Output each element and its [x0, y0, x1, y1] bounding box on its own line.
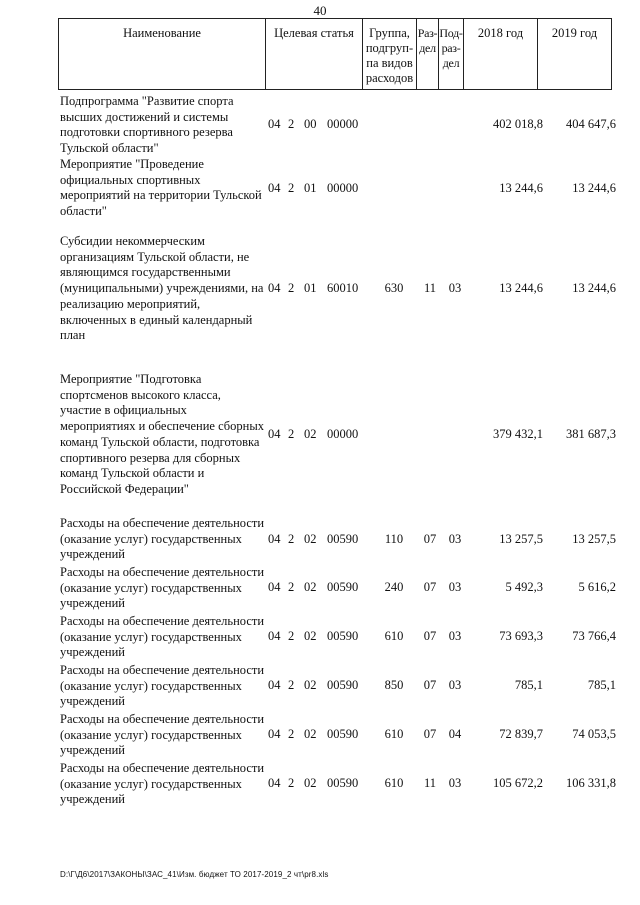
header-group: Группа, подгруп- па видов расходов — [363, 19, 417, 90]
expense-group: 610 — [384, 727, 404, 741]
razdel: 11 — [423, 776, 437, 790]
target-event: 02 — [304, 776, 317, 790]
target-subprogram: 2 — [288, 281, 295, 295]
target-direction: 00590 — [327, 532, 359, 546]
target-event: 02 — [304, 427, 317, 441]
header-name: Наименование — [59, 19, 266, 90]
amount-2019: 106 331,8 — [566, 776, 616, 790]
amount-2019: 13 244,6 — [572, 281, 616, 295]
target-subprogram: 2 — [288, 629, 295, 643]
razdel: 07 — [423, 580, 437, 594]
row-name: Расходы на обеспечение деятельности (оказание услуг) государственных учреждений — [60, 712, 265, 758]
target-direction: 00590 — [327, 678, 359, 692]
amount-2018: 402 018,8 — [493, 117, 543, 131]
row-name: Мероприятие "Проведение официальных спортивных мероприятий на территории Тульской области" — [60, 157, 262, 219]
expense-group: 630 — [384, 281, 404, 295]
target-event: 01 — [304, 181, 317, 195]
row-name: Расходы на обеспечение деятельности (оказание услуг) государственных учреждений — [60, 614, 265, 660]
amount-2019: 73 766,4 — [572, 629, 616, 643]
amount-2018: 13 244,6 — [499, 281, 543, 295]
razdel: 07 — [423, 678, 437, 692]
amount-2019: 404 647,6 — [566, 117, 616, 131]
target-event: 00 — [304, 117, 317, 131]
target-program: 04 — [268, 117, 281, 131]
target-direction: 00590 — [327, 629, 359, 643]
header-target: Целевая статья — [266, 19, 363, 90]
amount-2018: 72 839,7 — [499, 727, 543, 741]
razdel: 07 — [423, 727, 437, 741]
header-podrazdel: Под- раз- дел — [439, 19, 464, 90]
target-event: 02 — [304, 629, 317, 643]
target-program: 04 — [268, 181, 281, 195]
expense-group: 610 — [384, 629, 404, 643]
target-event: 01 — [304, 281, 317, 295]
target-event: 02 — [304, 580, 317, 594]
file-path-footer: D:\Г\Д6\2017\ЗАКОНЫ\ЗАС_41\Изм. бюджет ТО 2017-2019_2 чт\pr8.xls — [60, 870, 329, 879]
target-event: 02 — [304, 727, 317, 741]
target-subprogram: 2 — [288, 117, 295, 131]
target-direction: 00000 — [327, 181, 359, 195]
row-name: Расходы на обеспечение деятельности (оказание услуг) государственных учреждений — [60, 761, 265, 807]
target-direction: 00590 — [327, 776, 359, 790]
target-direction: 00590 — [327, 580, 359, 594]
target-program: 04 — [268, 281, 281, 295]
target-program: 04 — [268, 776, 281, 790]
row-name: Расходы на обеспечение деятельности (оказание услуг) государственных учреждений — [60, 565, 265, 611]
header-year-2018: 2018 год — [464, 19, 538, 90]
target-program: 04 — [268, 678, 281, 692]
row-name: Расходы на обеспечение деятельности (оказание услуг) государственных учреждений — [60, 516, 265, 562]
razdel: 07 — [423, 532, 437, 546]
target-subprogram: 2 — [288, 580, 295, 594]
podrazdel: 03 — [448, 580, 462, 594]
amount-2018: 5 492,3 — [505, 580, 543, 594]
target-subprogram: 2 — [288, 727, 295, 741]
razdel: 11 — [423, 281, 437, 295]
header-razdel: Раз- дел — [417, 19, 439, 90]
row-name: Расходы на обеспечение деятельности (оказание услуг) государственных учреждений — [60, 663, 265, 709]
podrazdel: 03 — [448, 532, 462, 546]
amount-2019: 381 687,3 — [566, 427, 616, 441]
target-subprogram: 2 — [288, 181, 295, 195]
target-subprogram: 2 — [288, 776, 295, 790]
amount-2019: 785,1 — [587, 678, 616, 692]
target-subprogram: 2 — [288, 678, 295, 692]
expense-group: 240 — [384, 580, 404, 594]
podrazdel: 03 — [448, 776, 462, 790]
target-program: 04 — [268, 532, 281, 546]
podrazdel: 04 — [448, 727, 462, 741]
amount-2019: 74 053,5 — [572, 727, 616, 741]
target-subprogram: 2 — [288, 532, 295, 546]
expense-group: 110 — [384, 532, 404, 546]
expense-group: 850 — [384, 678, 404, 692]
podrazdel: 03 — [448, 629, 462, 643]
row-name: Субсидии некоммерческим организациям Тульской области, не являющимся государственными (муниципальными) учреждениями, на реализацию мероприятий, включенных в единый календарный план — [60, 234, 264, 343]
target-direction: 60010 — [327, 281, 359, 295]
row-name: Подпрограмма "Развитие спорта высших достижений и системы подготовки спортивного резерва Тульской области" — [60, 94, 234, 156]
table-header — [58, 18, 612, 90]
target-program: 04 — [268, 727, 281, 741]
target-program: 04 — [268, 580, 281, 594]
target-subprogram: 2 — [288, 427, 295, 441]
target-event: 02 — [304, 678, 317, 692]
target-event: 02 — [304, 532, 317, 546]
row-name: Мероприятие "Подготовка спортсменов высокого класса, участие в официальных мероприятиях и обеспечение сборных команд Тульской области, подготовка спортивного резерва для сборных команд Тульской области и Российской Федерации" — [60, 372, 264, 496]
amount-2018: 785,1 — [514, 678, 543, 692]
amount-2019: 13 244,6 — [572, 181, 616, 195]
amount-2018: 13 257,5 — [499, 532, 543, 546]
target-program: 04 — [268, 427, 281, 441]
podrazdel: 03 — [448, 281, 462, 295]
target-program: 04 — [268, 629, 281, 643]
target-direction: 00000 — [327, 427, 359, 441]
podrazdel: 03 — [448, 678, 462, 692]
amount-2018: 379 432,1 — [493, 427, 543, 441]
amount-2018: 73 693,3 — [499, 629, 543, 643]
amount-2018: 105 672,2 — [493, 776, 543, 790]
target-direction: 00590 — [327, 727, 359, 741]
page-number: 40 — [313, 3, 327, 18]
amount-2019: 5 616,2 — [578, 580, 616, 594]
amount-2019: 13 257,5 — [572, 532, 616, 546]
expense-group: 610 — [384, 776, 404, 790]
target-direction: 00000 — [327, 117, 359, 131]
razdel: 07 — [423, 629, 437, 643]
amount-2018: 13 244,6 — [499, 181, 543, 195]
header-year-2019: 2019 год — [538, 19, 612, 90]
